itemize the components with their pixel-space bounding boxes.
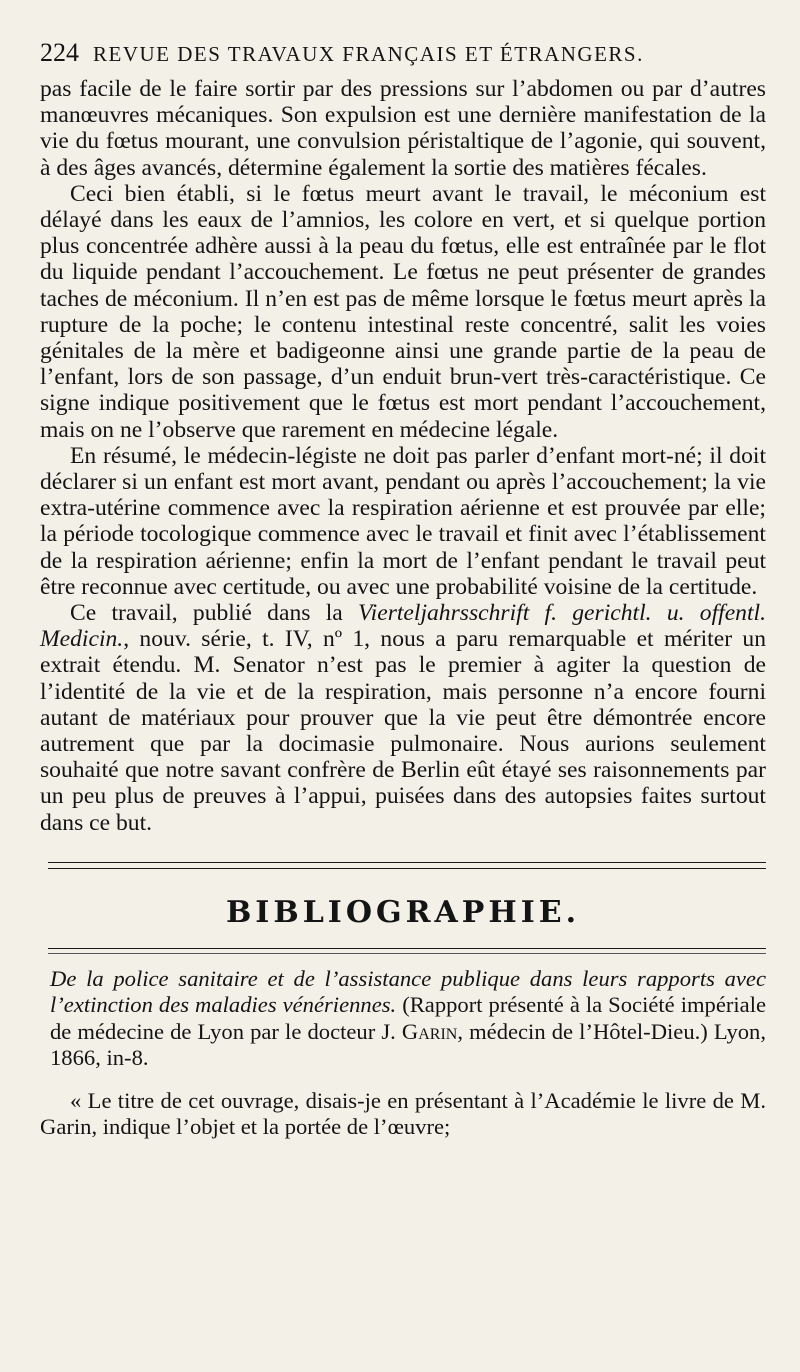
journal-citation: Vierteljahrsschrift f. gerichtl. u. offentl. Medicin. bbox=[40, 600, 766, 653]
entry-detail: (Rapport présenté à la Société impériale de médecine de Lyon par le docteur J. bbox=[50, 992, 767, 1044]
paragraph: pas facile de le faire sortir par des pressions sur l’abdomen ou par d’autres manœuvres mécaniques. Son expulsion est une dernière manifestation de la vie du fœtus mourant, une convulsion péristaltique de l’agonie, qui souvent, à des âges avancés, détermine également la sortie des matières fécales. bbox=[40, 76, 766, 181]
paragraph: En résumé, le médecin-légiste ne doit pas parler d’enfant mort-né; il doit déclarer si un enfant est mort avant, pendant ou après l’accouchement; la vie extra-utérine commence avec la respiration aérienne et est prouvée par elle; la période tocologique commence avec le travail et finit avec l’établissement de la respiration aérienne; enfin la mort de l’enfant pendant le travail peut être reconnue avec certitude, ou avec une probabilité voisine de la certitude. bbox=[40, 442, 766, 600]
paragraph bbox=[40, 600, 766, 836]
article-body bbox=[40, 76, 766, 836]
entry-detail: , médecin de l’Hôtel-Dieu.) Lyon, 1866, in-8. bbox=[50, 1018, 767, 1071]
section-divider bbox=[48, 948, 766, 954]
entry-title: De la police sanitaire et de l’assistance publique dans leurs rapports avec l’extinction des maladies vénériennes. bbox=[50, 965, 766, 1018]
section-heading: BIBLIOGRAPHIE. bbox=[225, 894, 581, 930]
section-divider bbox=[48, 862, 766, 869]
review-quote: « Le titre de cet ouvrage, disais-je en présentant à l’Académie le livre de M. Garin, indique l’objet et la portée de l’œuvre; bbox=[40, 1087, 766, 1140]
bibliography-entry bbox=[40, 966, 766, 1072]
bibliography-section bbox=[40, 966, 766, 1141]
paragraph-text: , nouv. série, t. IV, nº 1, nous a paru remarquable et mériter un extrait étendu. M. Senator n’est pas le premier à agiter la question de l’identité de la vie et de la respiration, mais personne n’a encore fourni autant de matériaux pour prouver que la vie peut être démontrée encore autrement que par la docimasie pulmonaire. Nous aurions seulement souhaité que notre savant confrère de Berlin eût étayé ses raisonnements par un peu plus de preuves à l’appui, puisées dans des autopsies faites surtout dans ce but. bbox=[40, 626, 766, 836]
entry-author: Garin bbox=[401, 1018, 458, 1044]
journal-title: REVUE DES TRAVAUX FRANÇAIS ET ÉTRANGERS. bbox=[93, 42, 644, 66]
paragraph: Ceci bien établi, si le fœtus meurt avant le travail, le méconium est délayé dans les eaux de l’amnios, les colore en vert, et si quelque portion plus concentrée adhère aussi à la peau du fœtus, elle est entraînée par le flot du liquide pendant l’accouchement. Le fœtus ne peut présenter de grandes taches de méconium. Il n’en est pas de même lorsque le fœtus meurt après la rupture de la poche; le contenu intestinal reste concentré, salit les voies génitales de la mère et badigeonne ainsi une grande partie de la peau de l’enfant, lors de son passage, d’un enduit brun-vert très-caractéristique. Ce signe indique positivement que le fœtus est mort pendant l’accouchement, mais on ne l’observe que rarement en médecine légale. bbox=[40, 180, 766, 443]
running-head bbox=[40, 38, 766, 68]
page-number: 224 bbox=[40, 38, 79, 67]
paragraph-text: Ce travail, publié dans la bbox=[70, 600, 358, 627]
